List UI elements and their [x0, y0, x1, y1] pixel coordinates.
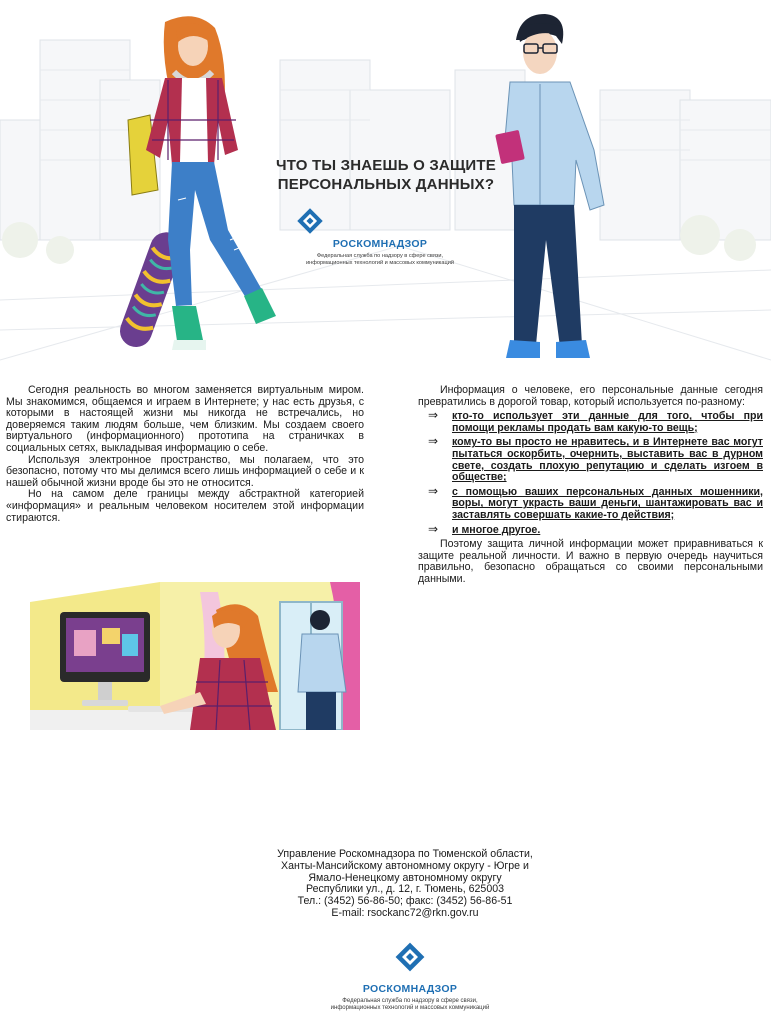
- risk-list: [418, 408, 763, 536]
- paragraph: Сегодня реальность во многом заменяется виртуальным миром. Мы знакомимся, общаемся и играем в Интернете; у нас есть друзья, с которыми в настоящей жизни мы никогда не встречались, но доверяемся таким людям больше, чем близким. Мы создаем своего виртуального (информационного) прототипа на страничках в социальных сетях, выкладывая информацию о себе.: [6, 384, 364, 454]
- brand-subtitle-line: информационных технологий и массовых коммуникаций: [330, 1005, 490, 1012]
- computer-illustration: [30, 582, 360, 730]
- brand-subtitle-line: Федеральная служба по надзору в сфере связи,: [316, 253, 444, 259]
- hero-banner: [0, 0, 771, 362]
- brand-subtitle: [305, 998, 515, 1013]
- list-item-text: и многое другое.: [452, 523, 541, 536]
- hero-title-line: ПЕРСОНАЛЬНЫХ ДАННЫХ?: [277, 176, 495, 193]
- address-line: Республики ул., д. 12, г. Тюмень, 625003: [305, 883, 504, 896]
- double-arrow-icon: ⇒: [428, 521, 439, 536]
- list-item-text: с помощью ваших персональных данных мошенники, воры, могут украсть ваши деньги, шантажировать вас и заставлять совершать какие-то действия;: [452, 485, 763, 521]
- list-item: [418, 483, 763, 522]
- footer-address: [200, 849, 610, 920]
- girl-at-computer-illustration: [30, 582, 360, 730]
- left-text-column: [6, 385, 364, 524]
- intro-paragraph: Информация о человеке, его персональные данные сегодня превратились в дорогой товар, который используется по-разному:: [418, 384, 763, 408]
- address-line: Управление Роскомнадзора по Тюменской области,: [277, 848, 533, 860]
- brand-subtitle-line: Федеральная служба по надзору в сфере связи,: [342, 998, 478, 1004]
- paragraph: Но на самом деле границы между абстрактной категорией «информация» и реальным человеком носителем этой информации стираются.: [6, 488, 364, 524]
- double-arrow-icon: ⇒: [428, 483, 439, 498]
- footer-logo: [305, 940, 515, 1013]
- paragraph: Используя электронное пространство, мы полагаем, что это безопасно, потому что мы делимся всего лишь информацией о себе и к нашей обычной жизни вроде бы это не относится.: [6, 453, 364, 489]
- girl-figure: [116, 16, 276, 351]
- address-line: Ханты-Мансийскому автономному округу - Югре и: [281, 859, 529, 872]
- list-item-text: кому-то вы просто не нравитесь, и в Интернете вас могут пытаться оскорбить, очернить, выставить вас в дурном свете, создать плохую репутацию и сделать изгоем в обществе;: [452, 436, 763, 484]
- hero-logo: [295, 206, 465, 267]
- conclusion-paragraph: Поэтому защита личной информации может приравниваться к защите реальной личности. И важно в первую очередь научиться правильно, безопасно обращаться со своими персональными данными.: [418, 538, 763, 585]
- list-item: [418, 408, 763, 434]
- hero-title-line: ЧТО ТЫ ЗНАЕШЬ О ЗАЩИТЕ: [276, 157, 496, 174]
- address-line: Ямало-Ненецкому автономному округу: [308, 871, 502, 884]
- double-arrow-icon: ⇒: [428, 408, 439, 423]
- list-item-text: кто-то использует эти данные для того, чтобы при помощи рекламы продать вам какую-то вещь;: [452, 410, 763, 434]
- brand-subtitle: [295, 253, 465, 267]
- roskomnadzor-logo-icon: [393, 940, 427, 974]
- brand-subtitle-line: информационных технологий и массовых коммуникаций: [306, 260, 454, 266]
- roskomnadzor-logo-icon: [295, 206, 325, 236]
- list-item: [418, 521, 763, 537]
- brand-name: РОСКОМНАДЗОР: [332, 238, 428, 250]
- email-line: E-mail: rsockanc72@rkn.gov.ru: [331, 906, 479, 919]
- list-item: [418, 434, 763, 484]
- brand-name: РОСКОМНАДЗОР: [362, 983, 458, 995]
- hero-title: [262, 156, 510, 194]
- double-arrow-icon: ⇒: [428, 434, 439, 449]
- phone-fax-line: Тел.: (3452) 56-86-50; факс: (3452) 56-86-51: [297, 895, 513, 908]
- right-text-column: [418, 385, 763, 586]
